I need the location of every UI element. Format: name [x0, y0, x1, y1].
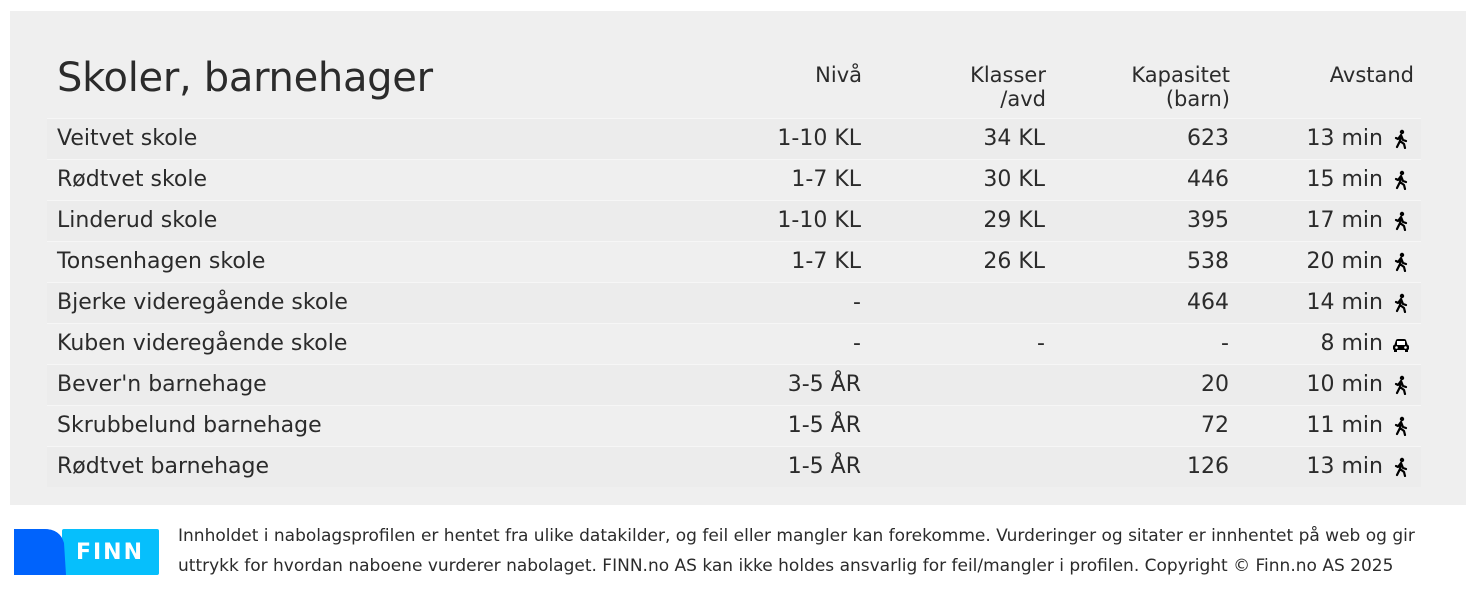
- school-name: Skrubbelund barnehage: [57, 413, 322, 438]
- school-avstand: 8 min: [1320, 331, 1383, 356]
- table-row: [47, 364, 1421, 405]
- school-klasser: 26 KL: [983, 249, 1045, 274]
- schools-card: [10, 11, 1466, 505]
- school-name: Bjerke videregående skole: [57, 290, 348, 315]
- section-title: Skoler, barnehager: [57, 55, 433, 101]
- table-row: [47, 159, 1421, 200]
- finn-logo: [14, 527, 159, 575]
- walking-icon: [1391, 457, 1411, 477]
- schools-table: [47, 118, 1421, 487]
- disclaimer-line2: uttrykk for hvordan naboene vurderer nabolaget. FINN.no AS kan ikke holdes ansvarlig for feil/mangler i profilen. Copyright © Finn.no AS 2025: [178, 556, 1394, 576]
- table-row: [47, 118, 1421, 159]
- school-kapasitet: 20: [1201, 372, 1229, 397]
- school-kapasitet: -: [1221, 331, 1229, 356]
- school-niva: 1-5 ÅR: [787, 454, 861, 479]
- walking-icon: [1391, 129, 1411, 149]
- school-niva: 1-7 KL: [791, 167, 861, 192]
- walking-icon: [1391, 211, 1411, 231]
- school-niva: -: [853, 331, 861, 356]
- school-klasser: -: [1037, 331, 1045, 356]
- header-kapasitet: [1131, 63, 1230, 111]
- school-klasser: 30 KL: [983, 167, 1045, 192]
- school-name: Rødtvet skole: [57, 167, 208, 192]
- school-niva: 1-10 KL: [777, 208, 861, 233]
- header-kapasitet-line2: (barn): [1165, 87, 1230, 111]
- school-name: Veitvet skole: [57, 126, 198, 151]
- walking-icon: [1391, 170, 1411, 190]
- school-name: Rødtvet barnehage: [57, 454, 270, 479]
- disclaimer: [178, 521, 1468, 581]
- school-avstand: 15 min: [1306, 167, 1383, 192]
- school-avstand: 14 min: [1306, 290, 1383, 315]
- header-niva: [815, 63, 862, 87]
- school-kapasitet: 464: [1187, 290, 1229, 315]
- walking-icon: [1391, 293, 1411, 313]
- school-klasser: 34 KL: [983, 126, 1045, 151]
- school-avstand: 10 min: [1306, 372, 1383, 397]
- school-avstand: 17 min: [1306, 208, 1383, 233]
- walking-icon: [1391, 375, 1411, 395]
- table-row: [47, 323, 1421, 364]
- header-kapasitet-line1: Kapasitet: [1131, 63, 1230, 87]
- school-klasser: 29 KL: [983, 208, 1045, 233]
- table-row: [47, 446, 1421, 487]
- header-klasser-line1: Klasser: [970, 63, 1046, 87]
- school-kapasitet: 72: [1201, 413, 1229, 438]
- school-niva: 1-5 ÅR: [787, 413, 861, 438]
- walking-icon: [1391, 252, 1411, 272]
- finn-logo-text: FINN: [75, 540, 145, 565]
- header-niva-label: Nivå: [815, 63, 862, 87]
- school-kapasitet: 623: [1187, 126, 1229, 151]
- school-name: Linderud skole: [57, 208, 218, 233]
- school-avstand: 20 min: [1306, 249, 1383, 274]
- table-row: [47, 405, 1421, 446]
- school-name: Kuben videregående skole: [57, 331, 348, 356]
- school-avstand: 13 min: [1306, 126, 1383, 151]
- school-kapasitet: 446: [1187, 167, 1229, 192]
- school-niva: 1-10 KL: [777, 126, 861, 151]
- header-avstand: [1330, 63, 1414, 87]
- school-name: Tonsenhagen skole: [57, 249, 266, 274]
- school-niva: -: [853, 290, 861, 315]
- table-row: [47, 241, 1421, 282]
- school-name: Bever'n barnehage: [57, 372, 267, 397]
- car-icon: [1391, 334, 1411, 354]
- school-niva: 1-7 KL: [791, 249, 861, 274]
- school-kapasitet: 395: [1187, 208, 1229, 233]
- header-klasser-line2: /avd: [1000, 87, 1046, 111]
- school-avstand: 11 min: [1306, 413, 1383, 438]
- school-niva: 3-5 ÅR: [787, 372, 861, 397]
- header-avstand-label: Avstand: [1329, 63, 1414, 87]
- school-avstand: 13 min: [1306, 454, 1383, 479]
- header-klasser: [970, 63, 1046, 111]
- table-row: [47, 200, 1421, 241]
- walking-icon: [1391, 416, 1411, 436]
- disclaimer-line1: Innholdet i nabolagsprofilen er hentet fra ulike datakilder, og feil eller mangler kan forekomme. Vurderinger og sitater er innhentet på web og gir: [178, 526, 1415, 546]
- table-row: [47, 282, 1421, 323]
- school-kapasitet: 538: [1187, 249, 1229, 274]
- school-kapasitet: 126: [1187, 454, 1229, 479]
